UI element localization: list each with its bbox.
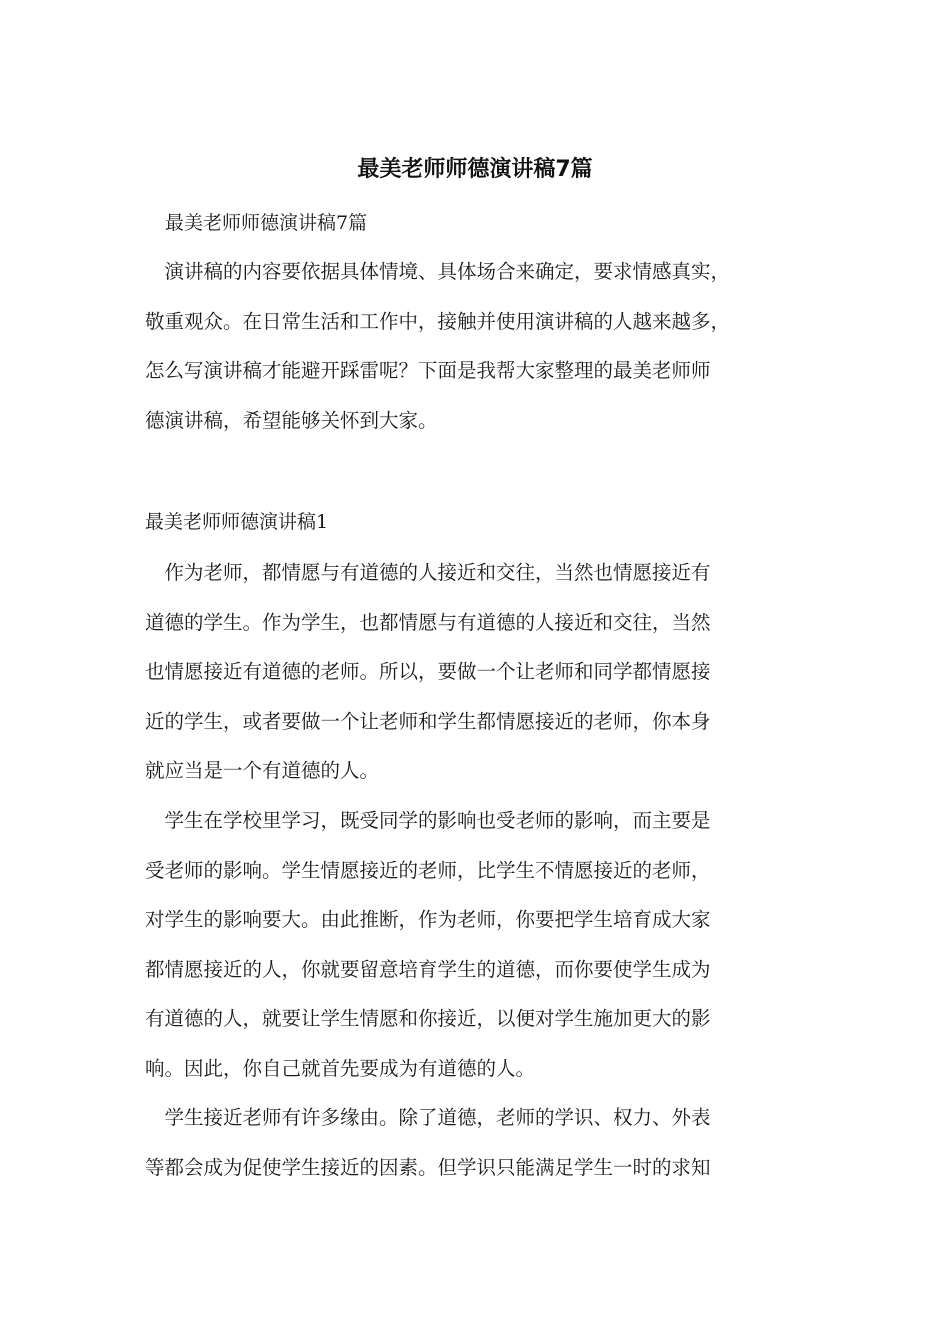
intro-paragraph [145, 247, 835, 445]
text-line: 对学生的影响要大。由此推断，作为老师，你要把学生培育成大家 [145, 908, 711, 931]
text-line: 也情愿接近有道德的老师。所以，要做一个让老师和同学都情愿接 [145, 660, 711, 683]
body-paragraph-2 [145, 796, 835, 1093]
text-line: 敬重观众。在日常生活和工作中，接触并使用演讲稿的人越来越多， [145, 309, 731, 333]
text-line: 近的学生，或者要做一个让老师和学生都情愿接近的老师，你本身 [145, 709, 711, 733]
text-line: 有道德的人，就要让学生情愿和你接近，以便对学生施加更大的影 [145, 1007, 711, 1030]
document-subtitle: 最美老师师德演讲稿7篇 [165, 212, 368, 234]
text-line: 道德的学生。作为学生，也都情愿与有道德的人接近和交往，当然 [145, 610, 711, 634]
text-line: 就应当是一个有道德的人。 [145, 759, 380, 782]
text-line: 演讲稿的内容要依据具体情境、具体场合来确定，要求情感真实， [145, 260, 731, 283]
document-title: 最美老师师德演讲稿7篇 [357, 157, 593, 182]
text-line: 等都会成为促使学生接近的因素。但学识只能满足学生一时的求知 [145, 1155, 711, 1179]
section-heading: 最美老师师德演讲稿1 [145, 511, 329, 533]
body-paragraph-1 [145, 548, 835, 796]
text-line: 都情愿接近的人，你就要留意培育学生的道德，而你要使学生成为 [145, 957, 711, 981]
text-line: 受老师的影响。学生情愿接近的老师，比学生不情愿接近的老师， [145, 858, 711, 882]
body-paragraph-3 [145, 1093, 835, 1192]
text-line: 德演讲稿，希望能够关怀到大家。 [145, 408, 438, 432]
text-line: 作为老师，都情愿与有道德的人接近和交往，当然也情愿接近有 [145, 561, 711, 584]
text-line: 响。因此，你自己就首先要成为有道德的人。 [145, 1056, 536, 1080]
text-line: 学生在学校里学习，既受同学的影响也受老师的影响，而主要是 [145, 809, 711, 832]
text-line: 学生接近老师有许多缘由。除了道德，老师的学识、权力、外表 [145, 1106, 711, 1129]
text-line: 怎么写演讲稿才能避开踩雷呢？下面是我帮大家整理的最美老师师 [145, 359, 711, 382]
